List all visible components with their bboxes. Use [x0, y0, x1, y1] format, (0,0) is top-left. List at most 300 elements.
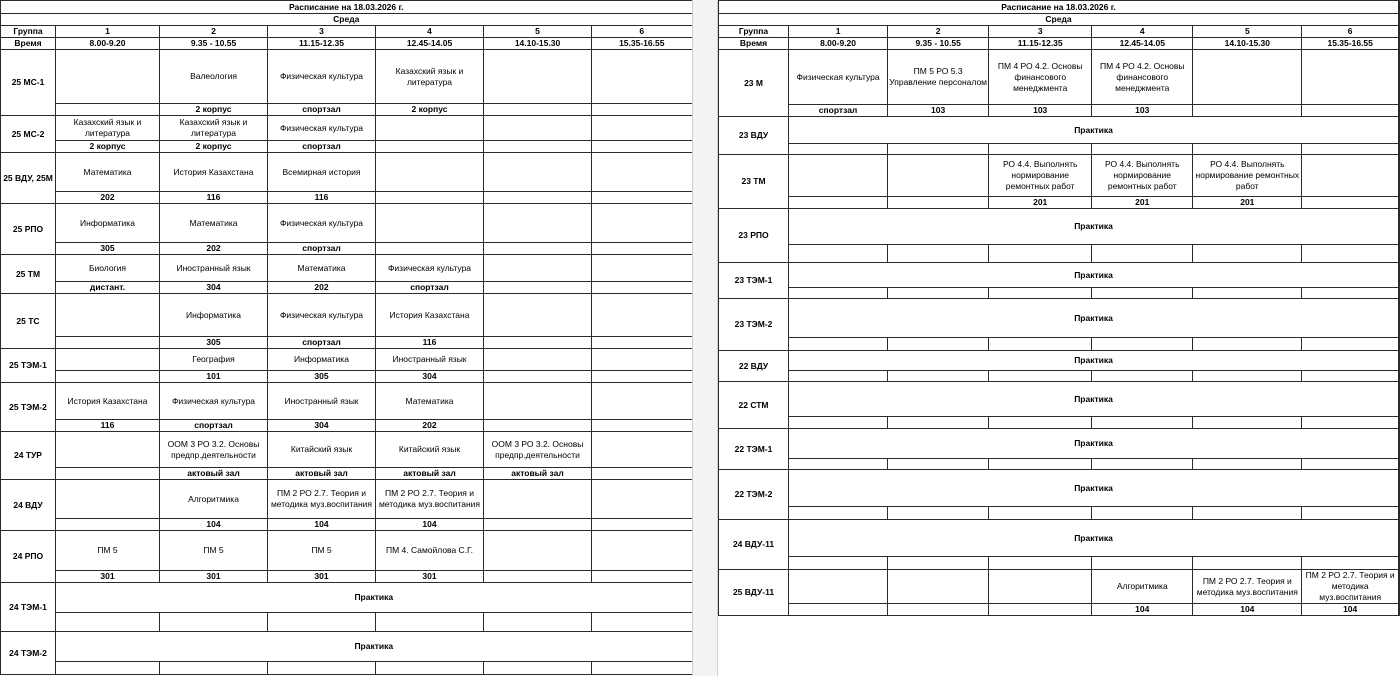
- room-cell: [1193, 417, 1302, 429]
- group-name: 24 ТЭМ-2: [1, 632, 56, 675]
- room-cell: [1092, 417, 1193, 429]
- pair-number: 6: [592, 26, 693, 38]
- subject-cell: [592, 153, 693, 192]
- title-row: [1, 1, 693, 14]
- subject-cell: Информатика: [268, 349, 376, 371]
- room-row: [1, 192, 693, 204]
- room-cell: [56, 662, 160, 675]
- room-cell: [989, 604, 1092, 616]
- subject-cell: Иностранный язык: [160, 255, 268, 282]
- room-cell: [56, 104, 160, 116]
- room-row: [1, 141, 693, 153]
- group-row: [1, 255, 693, 282]
- subject-cell: [592, 294, 693, 337]
- room-row: [719, 105, 1400, 117]
- group-row: [719, 382, 1400, 417]
- room-cell: 301: [268, 571, 376, 583]
- subject-cell: ПМ 2 РО 2.7. Теория и методика муз.воспитания: [376, 480, 484, 519]
- subject-cell: [592, 50, 693, 104]
- group-name: 23 РПО: [719, 209, 789, 263]
- room-cell: 305: [160, 337, 268, 349]
- subject-cell: Казахский язык и литература: [376, 50, 484, 104]
- room-cell: [484, 371, 592, 383]
- practice-cell: Практика: [789, 470, 1399, 507]
- subject-cell: ПМ 5: [268, 531, 376, 571]
- room-cell: [592, 468, 693, 480]
- room-cell: [888, 144, 989, 155]
- room-cell: [56, 519, 160, 531]
- room-cell: [989, 507, 1092, 520]
- pair-time: 14.10-15.30: [1193, 38, 1302, 50]
- room-cell: [789, 197, 888, 209]
- room-cell: 2 корпус: [376, 104, 484, 116]
- room-row: [1, 662, 693, 675]
- room-cell: спортзал: [376, 282, 484, 294]
- room-cell: [989, 557, 1092, 570]
- subject-cell: [592, 116, 693, 141]
- practice-cell: Практика: [789, 117, 1399, 144]
- room-cell: [1302, 245, 1399, 263]
- room-cell: 104: [1193, 604, 1302, 616]
- room-cell: [789, 604, 888, 616]
- group-row: [1, 50, 693, 104]
- room-cell: 201: [989, 197, 1092, 209]
- subject-cell: ПМ 4. Самойлова С.Г.: [376, 531, 484, 571]
- group-name: 24 ВДУ-11: [719, 520, 789, 570]
- room-cell: [789, 557, 888, 570]
- subject-cell: [484, 204, 592, 243]
- group-name: 25 МС-2: [1, 116, 56, 153]
- subject-cell: Физическая культура: [160, 383, 268, 420]
- subject-cell: [592, 383, 693, 420]
- room-cell: [789, 507, 888, 520]
- subject-cell: ООМ 3 РО 3.2. Основы предпр.деятельности: [484, 432, 592, 468]
- room-cell: [1193, 507, 1302, 520]
- subject-cell: Физическая культура: [268, 204, 376, 243]
- room-cell: [376, 243, 484, 255]
- day-of-week: Среда: [719, 14, 1400, 26]
- room-cell: [888, 604, 989, 616]
- group-row: [719, 470, 1400, 507]
- room-cell: [1193, 144, 1302, 155]
- room-row: [1, 104, 693, 116]
- room-cell: [789, 144, 888, 155]
- room-cell: 116: [56, 420, 160, 432]
- room-cell: актовый зал: [484, 468, 592, 480]
- group-name: 23 ТМ: [719, 155, 789, 209]
- group-name: 22 ТЭМ-2: [719, 470, 789, 520]
- practice-cell: Практика: [789, 429, 1399, 459]
- room-cell: [484, 662, 592, 675]
- room-cell: [592, 519, 693, 531]
- subject-cell: [484, 50, 592, 104]
- pair-time: 11.15-12.35: [268, 38, 376, 50]
- subject-cell: РО 4.4. Выполнять нормирование ремонтных работ: [1092, 155, 1193, 197]
- pair-number: 6: [1302, 26, 1399, 38]
- room-cell: [1092, 288, 1193, 299]
- room-row: [1, 371, 693, 383]
- room-cell: [160, 662, 268, 675]
- subject-cell: Алгоритмика: [1092, 570, 1193, 604]
- subject-cell: Алгоритмика: [160, 480, 268, 519]
- subject-cell: ПМ 2 РО 2.7. Теория и методика муз.воспитания: [268, 480, 376, 519]
- room-cell: [989, 338, 1092, 351]
- room-cell: [592, 662, 693, 675]
- room-cell: [56, 371, 160, 383]
- group-name: 25 ВДУ, 25М: [1, 153, 56, 204]
- room-cell: 202: [268, 282, 376, 294]
- group-row: [719, 209, 1400, 245]
- room-cell: [789, 459, 888, 470]
- subject-cell: [484, 480, 592, 519]
- subject-cell: Информатика: [160, 294, 268, 337]
- room-cell: 116: [376, 337, 484, 349]
- room-cell: [789, 288, 888, 299]
- practice-cell: Практика: [789, 209, 1399, 245]
- room-cell: [592, 141, 693, 153]
- room-cell: спортзал: [268, 337, 376, 349]
- room-cell: [989, 417, 1092, 429]
- room-cell: 2 корпус: [56, 141, 160, 153]
- subject-cell: [56, 294, 160, 337]
- room-cell: [592, 420, 693, 432]
- subject-cell: Математика: [56, 153, 160, 192]
- room-cell: актовый зал: [160, 468, 268, 480]
- subject-cell: [789, 155, 888, 197]
- subject-cell: Физическая культура: [268, 294, 376, 337]
- room-cell: [484, 420, 592, 432]
- room-cell: [484, 519, 592, 531]
- pair-number: 2: [888, 26, 989, 38]
- group-row: [1, 294, 693, 337]
- day-of-week: Среда: [1, 14, 693, 26]
- room-cell: спортзал: [160, 420, 268, 432]
- room-row: [1, 420, 693, 432]
- room-cell: [789, 371, 888, 382]
- group-row: [719, 117, 1400, 144]
- subject-cell: ПМ 2 РО 2.7. Теория и методика муз.воспитания: [1302, 570, 1399, 604]
- room-cell: [1092, 338, 1193, 351]
- group-header: Группа: [719, 26, 789, 38]
- room-cell: [1302, 288, 1399, 299]
- group-name: 25 ТС: [1, 294, 56, 349]
- subject-cell: [56, 480, 160, 519]
- subject-cell: Иностранный язык: [376, 349, 484, 371]
- pair-number: 1: [56, 26, 160, 38]
- room-cell: 104: [1092, 604, 1193, 616]
- day-row: [1, 14, 693, 26]
- room-row: [719, 288, 1400, 299]
- room-cell: 101: [160, 371, 268, 383]
- room-row: [719, 507, 1400, 520]
- subject-cell: ООМ 3 РО 3.2. Основы предпр.деятельности: [160, 432, 268, 468]
- pair-time: 9.35 - 10.55: [160, 38, 268, 50]
- subject-cell: Иностранный язык: [268, 383, 376, 420]
- group-row: [1, 116, 693, 141]
- group-row: [1, 204, 693, 243]
- room-cell: [592, 371, 693, 383]
- subject-cell: Математика: [268, 255, 376, 282]
- practice-cell: Практика: [789, 382, 1399, 417]
- group-name: 24 ТЭМ-1: [1, 583, 56, 632]
- room-cell: [1302, 197, 1399, 209]
- group-name: 22 ВДУ: [719, 351, 789, 382]
- room-cell: [1302, 144, 1399, 155]
- subject-cell: [56, 349, 160, 371]
- room-cell: [888, 459, 989, 470]
- subject-cell: ПМ 2 РО 2.7. Теория и методика муз.воспитания: [1193, 570, 1302, 604]
- subject-cell: ПМ 4 РО 4.2. Основы финансового менеджмента: [989, 50, 1092, 105]
- subject-cell: Китайский язык: [268, 432, 376, 468]
- practice-cell: Практика: [789, 520, 1399, 557]
- room-cell: [268, 662, 376, 675]
- room-cell: [1193, 557, 1302, 570]
- room-cell: 116: [160, 192, 268, 204]
- schedule-title: Расписание на 18.03.2026 г.: [1, 1, 693, 14]
- room-cell: [888, 288, 989, 299]
- group-name: 25 ТМ: [1, 255, 56, 294]
- room-row: [1, 468, 693, 480]
- pair-time: 12.45-14.05: [376, 38, 484, 50]
- room-cell: 103: [888, 105, 989, 117]
- room-row: [1, 282, 693, 294]
- subject-cell: Всемирная история: [268, 153, 376, 192]
- room-row: [719, 557, 1400, 570]
- group-row: [1, 531, 693, 571]
- room-cell: 2 корпус: [160, 104, 268, 116]
- room-cell: 301: [376, 571, 484, 583]
- room-row: [1, 571, 693, 583]
- room-cell: [989, 245, 1092, 263]
- subject-cell: Математика: [376, 383, 484, 420]
- subject-cell: ПМ 5: [160, 531, 268, 571]
- room-cell: актовый зал: [376, 468, 484, 480]
- room-cell: 201: [1092, 197, 1193, 209]
- subject-cell: [592, 204, 693, 243]
- room-cell: 304: [160, 282, 268, 294]
- group-name: 25 ТЭМ-1: [1, 349, 56, 383]
- room-cell: [484, 282, 592, 294]
- subject-cell: [376, 116, 484, 141]
- room-cell: 202: [160, 243, 268, 255]
- room-row: [1, 243, 693, 255]
- day-row: [719, 14, 1400, 26]
- room-cell: [484, 104, 592, 116]
- subject-cell: ПМ 5 РО 5.3 Управление персоналом: [888, 50, 989, 105]
- subject-cell: [484, 531, 592, 571]
- room-row: [1, 337, 693, 349]
- room-row: [1, 613, 693, 632]
- pair-time: 15.35-16.55: [1302, 38, 1399, 50]
- room-row: [1, 519, 693, 531]
- room-cell: спортзал: [789, 105, 888, 117]
- subject-cell: РО 4.4. Выполнять нормирование ремонтных работ: [1193, 155, 1302, 197]
- room-cell: 103: [989, 105, 1092, 117]
- room-cell: [484, 337, 592, 349]
- group-row: [719, 299, 1400, 338]
- group-row: [719, 50, 1400, 105]
- time-header: Время: [1, 38, 56, 50]
- practice-cell: Практика: [789, 351, 1399, 371]
- subject-cell: [1302, 50, 1399, 105]
- room-cell: 304: [376, 371, 484, 383]
- room-cell: [56, 337, 160, 349]
- room-cell: [592, 243, 693, 255]
- room-cell: [1193, 371, 1302, 382]
- subject-cell: ПМ 5: [56, 531, 160, 571]
- subject-cell: [56, 50, 160, 104]
- room-cell: [1302, 371, 1399, 382]
- subject-cell: [484, 153, 592, 192]
- subject-cell: [592, 531, 693, 571]
- subject-cell: Физическая культура: [268, 50, 376, 104]
- subject-cell: Казахский язык и литература: [160, 116, 268, 141]
- room-cell: [1193, 288, 1302, 299]
- room-cell: 301: [160, 571, 268, 583]
- practice-cell: Практика: [56, 583, 693, 613]
- room-cell: [376, 192, 484, 204]
- time-row: [719, 38, 1400, 50]
- room-cell: 305: [56, 243, 160, 255]
- room-row: [719, 197, 1400, 209]
- subject-cell: [592, 349, 693, 371]
- room-cell: [1092, 245, 1193, 263]
- group-row: [1, 480, 693, 519]
- subject-cell: Физическая культура: [376, 255, 484, 282]
- pair-number: 5: [1193, 26, 1302, 38]
- room-cell: [376, 141, 484, 153]
- group-name: 23 ТЭМ-1: [719, 263, 789, 299]
- subject-cell: Информатика: [56, 204, 160, 243]
- subject-cell: [376, 153, 484, 192]
- subject-cell: Физическая культура: [268, 116, 376, 141]
- room-cell: 104: [1302, 604, 1399, 616]
- schedule-sheet-right: [718, 0, 1400, 676]
- room-cell: [1193, 245, 1302, 263]
- room-cell: 201: [1193, 197, 1302, 209]
- pair-number: 2: [160, 26, 268, 38]
- subject-cell: ПМ 4 РО 4.2. Основы финансового менеджмента: [1092, 50, 1193, 105]
- subject-cell: [888, 155, 989, 197]
- room-cell: 116: [268, 192, 376, 204]
- subject-cell: Физическая культура: [789, 50, 888, 105]
- group-row: [1, 153, 693, 192]
- group-row: [719, 263, 1400, 288]
- room-cell: [376, 662, 484, 675]
- room-cell: спортзал: [268, 243, 376, 255]
- subject-cell: Китайский язык: [376, 432, 484, 468]
- room-cell: [888, 417, 989, 429]
- room-cell: [592, 571, 693, 583]
- pair-time: 15.35-16.55: [592, 38, 693, 50]
- group-row: [719, 520, 1400, 557]
- pair-time: 11.15-12.35: [989, 38, 1092, 50]
- room-row: [719, 338, 1400, 351]
- practice-cell: Практика: [789, 299, 1399, 338]
- room-row: [719, 245, 1400, 263]
- room-cell: 202: [376, 420, 484, 432]
- room-cell: [592, 282, 693, 294]
- time-header: Время: [719, 38, 789, 50]
- room-cell: 304: [268, 420, 376, 432]
- subject-cell: [592, 255, 693, 282]
- room-cell: [1092, 144, 1193, 155]
- subject-cell: [484, 255, 592, 282]
- group-name: 24 ТУР: [1, 432, 56, 480]
- subject-cell: [989, 570, 1092, 604]
- group-name: 22 ТЭМ-1: [719, 429, 789, 470]
- subject-cell: [592, 432, 693, 468]
- group-row: [719, 570, 1400, 604]
- room-row: [719, 459, 1400, 470]
- group-name: 24 РПО: [1, 531, 56, 583]
- room-cell: [484, 571, 592, 583]
- subject-cell: [789, 570, 888, 604]
- subject-cell: РО 4.4. Выполнять нормирование ремонтных работ: [989, 155, 1092, 197]
- room-row: [719, 604, 1400, 616]
- group-row: [1, 432, 693, 468]
- room-cell: [888, 338, 989, 351]
- group-header: Группа: [1, 26, 56, 38]
- room-cell: [888, 557, 989, 570]
- pair-number: 3: [989, 26, 1092, 38]
- pair-number: 5: [484, 26, 592, 38]
- subject-cell: Валеология: [160, 50, 268, 104]
- subject-cell: [484, 349, 592, 371]
- room-cell: [888, 507, 989, 520]
- group-row: [719, 351, 1400, 371]
- subject-cell: История Казахстана: [56, 383, 160, 420]
- room-cell: [376, 613, 484, 632]
- pair-time: 9.35 - 10.55: [888, 38, 989, 50]
- room-cell: [592, 337, 693, 349]
- pair-time: 14.10-15.30: [484, 38, 592, 50]
- room-cell: [484, 243, 592, 255]
- room-cell: [888, 197, 989, 209]
- pair-number: 1: [789, 26, 888, 38]
- subject-cell: [1302, 155, 1399, 197]
- room-cell: [1193, 105, 1302, 117]
- schedule-title: Расписание на 18.03.2026 г.: [719, 1, 1400, 14]
- subject-cell: Казахский язык и литература: [56, 116, 160, 141]
- room-cell: [484, 141, 592, 153]
- subject-cell: [56, 432, 160, 468]
- pair-time: 12.45-14.05: [1092, 38, 1193, 50]
- room-cell: [1092, 371, 1193, 382]
- subject-cell: География: [160, 349, 268, 371]
- subject-cell: [484, 383, 592, 420]
- group-name: 24 ВДУ: [1, 480, 56, 531]
- group-row: [1, 383, 693, 420]
- room-cell: [592, 104, 693, 116]
- practice-cell: Практика: [789, 263, 1399, 288]
- room-cell: [989, 371, 1092, 382]
- room-cell: [1092, 557, 1193, 570]
- subject-cell: [592, 480, 693, 519]
- group-name: 25 РПО: [1, 204, 56, 255]
- room-cell: [1092, 459, 1193, 470]
- pair-number-row: [719, 26, 1400, 38]
- room-cell: [789, 338, 888, 351]
- room-cell: дистант.: [56, 282, 160, 294]
- group-row: [1, 632, 693, 662]
- room-cell: спортзал: [268, 141, 376, 153]
- room-cell: 104: [376, 519, 484, 531]
- room-cell: 202: [56, 192, 160, 204]
- pair-number: 4: [376, 26, 484, 38]
- room-cell: [268, 613, 376, 632]
- title-row: [719, 1, 1400, 14]
